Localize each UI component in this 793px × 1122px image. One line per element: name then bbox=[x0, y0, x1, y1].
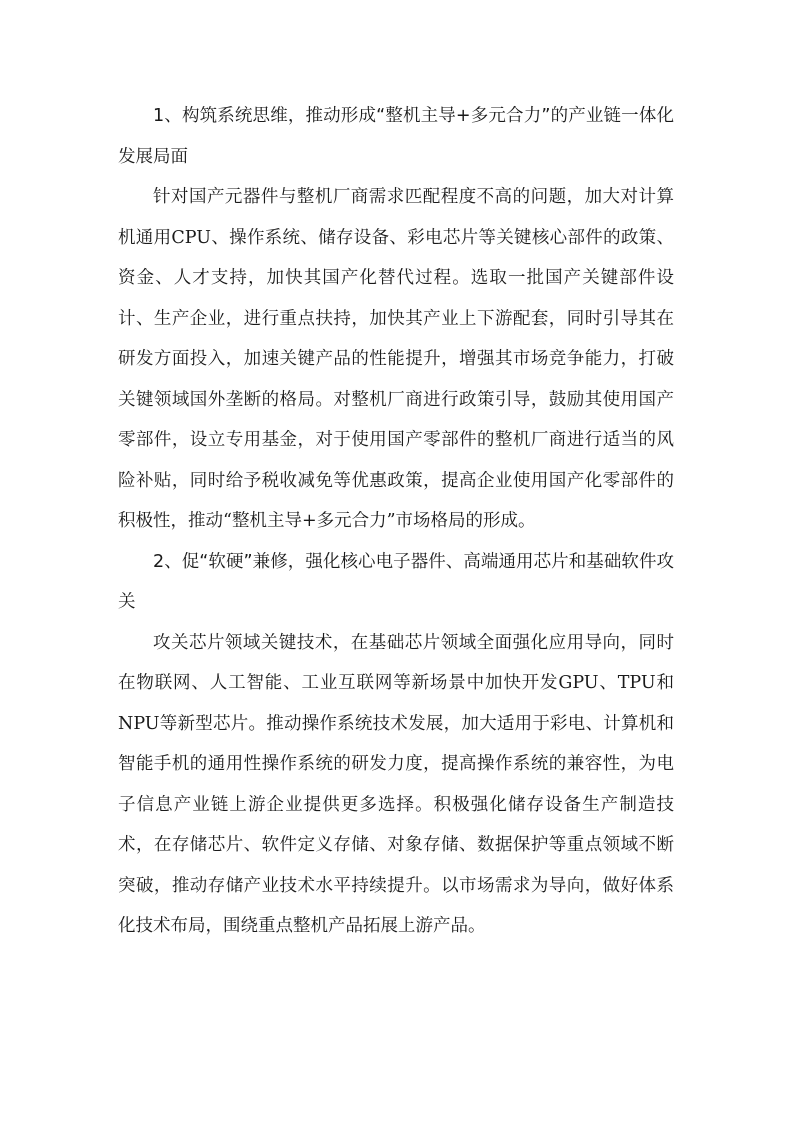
section-heading-1: 1、构筑系统思维，推动形成“整机主导+多元合力”的产业链一体化发展局面 bbox=[118, 106, 674, 167]
body-paragraph-2: 攻关芯片领域关键技术，在基础芯片领域全面强化应用导向，同时在物联网、人工智能、工业互联网等新场景中加快开发GPU、TPU和NPU等新型芯片。推动操作系统技术发展，加大适用于彩电、计算机和智能手机的通用性操作系统的研发力度，提高操作系统的兼容性，为电子信息产业链上游企业提供更多选择。积极强化储存设备生产制造技术，在存储芯片、软件定义存储、对象存储、数据保护等重点领域不断突破，推动存储产业技术水平持续提升。以市场需求为导向，做好体系化技术布局，围绕重点整机产品拓展上游产品。 bbox=[118, 632, 674, 936]
body-paragraph-1: 针对国产元器件与整机厂商需求匹配程度不高的问题，加大对计算机通用CPU、操作系统、储存设备、彩电芯片等关键核心部件的政策、资金、人才支持，加快其国产化替代过程。选取一批国产关键部件设计、生产企业，进行重点扶持，加快其产业上下游配套，同时引导其在研发方面投入，加速关键产品的性能提升，增强其市场竞争能力，打破关键领域国外垄断的格局。对整机厂商进行政策引导，鼓励其使用国产零部件，设立专用基金，对于使用国产零部件的整机厂商进行适当的风险补贴，同时给予税收减免等优惠政策，提高企业使用国产化零部件的积极性，推动“整机主导+多元合力”市场格局的形成。 bbox=[118, 187, 674, 531]
document-page bbox=[118, 96, 674, 947]
section-heading-2: 2、促“软硬”兼修，强化核心电子器件、高端通用芯片和基础软件攻关 bbox=[118, 551, 674, 612]
